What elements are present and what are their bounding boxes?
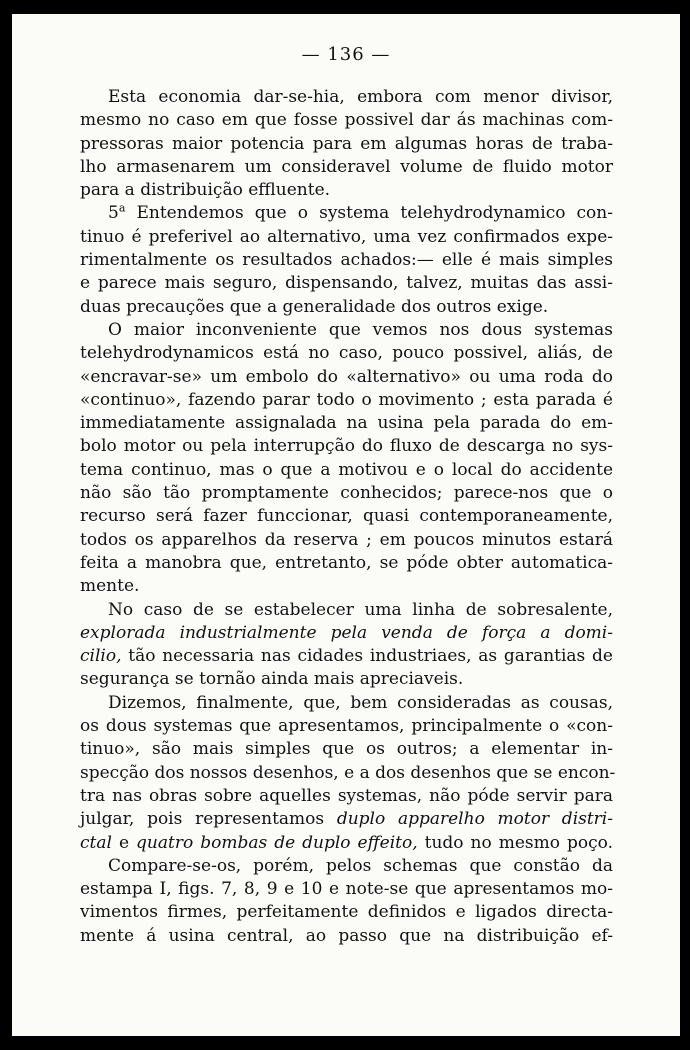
text-fragment: julgar, pois representamos bbox=[80, 809, 337, 830]
text-line: não são tão promptamente conhecidos; parece-nos que o bbox=[80, 483, 613, 504]
text-line-content: Entendemos que o systema telehydrodynamico con- bbox=[125, 203, 613, 224]
text-line: tinuo é preferivel ao alternativo, uma vez confirmados expe- bbox=[80, 226, 613, 247]
text-line: e parece mais seguro, dispensando, talvez, muitas das assi- bbox=[80, 273, 613, 294]
text-line: lho armasenarem um consideravel volume de fluido motor bbox=[80, 156, 613, 177]
text-line: Esta economia dar-se-hia, embora com menor divisor, bbox=[108, 87, 613, 107]
text-line: os dous systemas que apresentamos, principalmente o «con- bbox=[80, 716, 613, 737]
text-line: feita a manobra que, entretanto, se póde obter automatica- bbox=[80, 552, 613, 573]
text-line: «encravar-se» um embolo do «alternativo» ou uma roda do bbox=[80, 366, 613, 387]
text-line: specção dos nossos desenhos, e a dos desenhos que se encon- bbox=[80, 762, 616, 783]
text-line: rimentalmente os resultados achados:— elle é mais simples bbox=[80, 250, 613, 271]
text-line: No caso de se estabelecer uma linha de sobresalente, bbox=[108, 599, 613, 620]
text-line: tema continuo, mas o que a motivou e o local do accidente bbox=[80, 459, 613, 480]
text-line: pressoras maior potencia para em algumas horas de traba- bbox=[80, 133, 613, 154]
item-number-sup: a bbox=[118, 201, 126, 215]
text-line: «continuo», fazendo parar todo o movimento ; esta parada é bbox=[80, 389, 613, 410]
text-line: mesmo no caso em que fosse possivel dar ás machinas com- bbox=[80, 110, 613, 131]
text-line-italic: explorada industrialmente pela venda de força a domi- bbox=[80, 622, 613, 643]
text-line: segurança se tornão ainda mais apreciaveis. bbox=[80, 669, 464, 690]
italic-fragment: cilio, bbox=[80, 646, 122, 667]
paragraph-2 bbox=[80, 202, 613, 318]
text-line: bolo motor ou pela interrupção do fluxo de descarga no sys- bbox=[80, 436, 613, 457]
italic-fragment: duplo apparelho motor distri- bbox=[336, 809, 613, 830]
text-fragment: tudo no mesmo poço. bbox=[417, 832, 613, 853]
text-fragment: e bbox=[111, 832, 137, 853]
text-line: para a distribuição effluente. bbox=[80, 180, 331, 201]
text-line: todos os apparelhos da reserva ; em poucos minutos estará bbox=[80, 529, 613, 550]
text-fragment: tão necessaria nas cidades industriaes, as garantias de bbox=[121, 646, 613, 667]
paragraph-1 bbox=[80, 86, 613, 202]
text-line: tinuo», são mais simples que os outros; a elementar in- bbox=[80, 739, 613, 760]
text-line: Compare-se-os, porém, pelos schemas que constão da bbox=[108, 855, 613, 876]
text-line: duas precauções que a generalidade dos outros exige. bbox=[80, 296, 549, 317]
italic-fragment: ctal bbox=[80, 832, 112, 853]
text-line: mente. bbox=[80, 576, 140, 597]
text-line: tra nas obras sobre aquelles systemas, não póde servir para bbox=[80, 785, 613, 806]
text-line bbox=[80, 202, 613, 225]
text-line bbox=[80, 832, 613, 855]
paragraph-4 bbox=[80, 599, 613, 692]
text-line: telehydrodynamicos está no caso, pouco possivel, aliás, de bbox=[80, 343, 613, 364]
text-line: O maior inconveniente que vemos nos dous systemas bbox=[108, 319, 613, 340]
text-line bbox=[80, 645, 613, 668]
text-line: Dizemos, finalmente, que, bem consideradas as cousas, bbox=[108, 692, 613, 713]
body-text bbox=[80, 86, 616, 948]
text-line: recurso será fazer funccionar, quasi contemporaneamente, bbox=[80, 506, 613, 527]
italic-fragment: quatro bombas de duplo effeito, bbox=[136, 832, 418, 853]
text-line bbox=[80, 808, 613, 831]
item-number: 5 bbox=[108, 203, 119, 224]
text-line: mente á usina central, ao passo que na distribuição ef- bbox=[80, 925, 613, 946]
paragraph-3 bbox=[80, 319, 613, 599]
text-line: immediatamente assignalada na usina pela parada do em- bbox=[80, 413, 613, 434]
text-line: vimentos firmes, perfeitamente definidos e ligados directa- bbox=[80, 902, 613, 923]
text-line: estampa I, figs. 7, 8, 9 e 10 e note-se que apresentamos mo- bbox=[80, 879, 613, 900]
paragraph-5 bbox=[80, 692, 616, 948]
book-page bbox=[12, 14, 680, 1036]
page-number: — 136 — bbox=[301, 44, 391, 65]
